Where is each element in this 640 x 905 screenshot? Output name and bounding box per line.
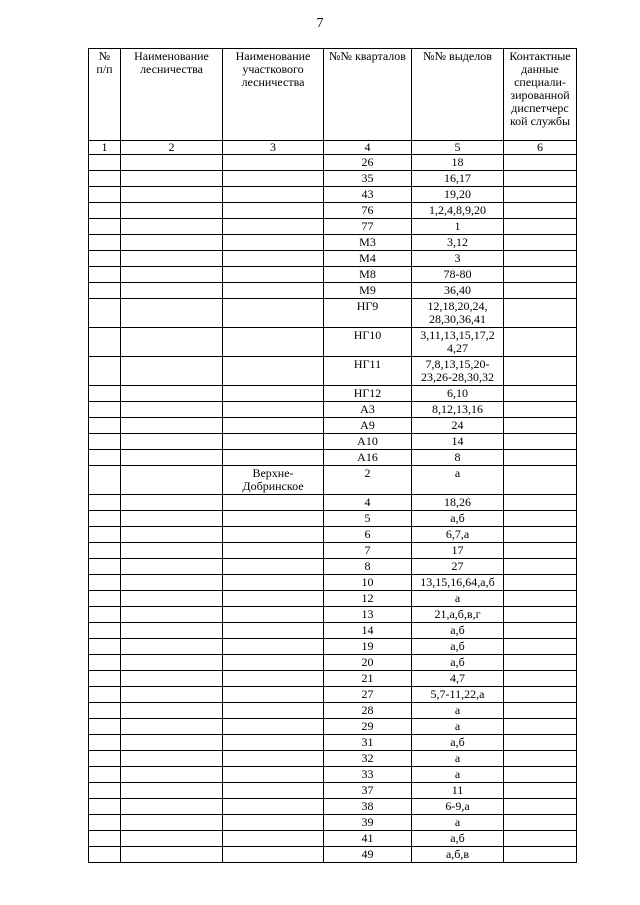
sections-cell: а,б xyxy=(412,735,504,751)
table-row xyxy=(89,687,577,703)
table-row xyxy=(89,171,577,187)
district-name-cell: Верхне-Добринское xyxy=(223,466,324,495)
table-row xyxy=(89,299,577,328)
sections-cell: 21,а,б,в,г xyxy=(412,607,504,623)
quarter-cell: 5 xyxy=(324,511,412,527)
table-row xyxy=(89,511,577,527)
quarter-cell: 4 xyxy=(324,495,412,511)
table-row xyxy=(89,655,577,671)
quarter-cell: 76 xyxy=(324,203,412,219)
header-forestry: Наименование лесничества xyxy=(121,49,223,141)
sections-cell: 5,7-11,22,а xyxy=(412,687,504,703)
quarter-cell: 26 xyxy=(324,155,412,171)
sections-cell: 7,8,13,15,20- 23,26-28,30,32 xyxy=(412,357,504,386)
sections-cell: 24 xyxy=(412,418,504,434)
quarter-cell: 35 xyxy=(324,171,412,187)
sections-cell: а,б xyxy=(412,655,504,671)
table-row xyxy=(89,418,577,434)
header-row xyxy=(89,49,577,141)
quarter-cell: М4 xyxy=(324,251,412,267)
table-row xyxy=(89,357,577,386)
page-number: 7 xyxy=(316,16,324,31)
table-row xyxy=(89,783,577,799)
table-row xyxy=(89,450,577,466)
sections-cell: 19,20 xyxy=(412,187,504,203)
table-row xyxy=(89,751,577,767)
table-row xyxy=(89,219,577,235)
quarter-cell: 38 xyxy=(324,799,412,815)
table-row xyxy=(89,386,577,402)
table-row xyxy=(89,703,577,719)
table-row xyxy=(89,719,577,735)
column-number: 2 xyxy=(121,141,223,155)
header-district: Наименование участкового лесничества xyxy=(223,49,324,141)
table-row xyxy=(89,543,577,559)
quarter-cell: М3 xyxy=(324,235,412,251)
table-row xyxy=(89,847,577,863)
sections-cell: 36,40 xyxy=(412,283,504,299)
table-row xyxy=(89,203,577,219)
quarter-cell: НГ10 xyxy=(324,328,412,357)
quarter-cell: 32 xyxy=(324,751,412,767)
table-row xyxy=(89,466,577,495)
table-row xyxy=(89,283,577,299)
table-row xyxy=(89,607,577,623)
sections-cell: 4,7 xyxy=(412,671,504,687)
quarter-cell: А3 xyxy=(324,402,412,418)
quarter-cell: 2 xyxy=(324,466,412,495)
quarter-cell: НГ9 xyxy=(324,299,412,328)
sections-cell: 3 xyxy=(412,251,504,267)
quarter-cell: А16 xyxy=(324,450,412,466)
quarter-cell: А10 xyxy=(324,434,412,450)
quarter-cell: 77 xyxy=(324,219,412,235)
column-number-row xyxy=(89,141,577,155)
sections-cell: 18,26 xyxy=(412,495,504,511)
sections-cell: 3,12 xyxy=(412,235,504,251)
quarter-cell: М9 xyxy=(324,283,412,299)
quarter-cell: 28 xyxy=(324,703,412,719)
sections-cell: 16,17 xyxy=(412,171,504,187)
quarter-cell: 6 xyxy=(324,527,412,543)
quarter-cell: 39 xyxy=(324,815,412,831)
table-row xyxy=(89,767,577,783)
header-sections: №№ выделов xyxy=(412,49,504,141)
quarter-cell: 37 xyxy=(324,783,412,799)
sections-cell: а xyxy=(412,815,504,831)
sections-cell: 1 xyxy=(412,219,504,235)
sections-cell: а xyxy=(412,703,504,719)
sections-cell: 6,7,а xyxy=(412,527,504,543)
table-row xyxy=(89,623,577,639)
quarter-cell: 14 xyxy=(324,623,412,639)
table-row xyxy=(89,559,577,575)
table-row xyxy=(89,235,577,251)
column-number: 3 xyxy=(223,141,324,155)
sections-cell: 12,18,20,24, 28,30,36,41 xyxy=(412,299,504,328)
table-row xyxy=(89,831,577,847)
sections-cell: 11 xyxy=(412,783,504,799)
header-num: № п/п xyxy=(89,49,121,141)
quarter-cell: 49 xyxy=(324,847,412,863)
table-body xyxy=(89,155,577,863)
sections-cell: 14 xyxy=(412,434,504,450)
quarter-cell: 19 xyxy=(324,639,412,655)
sections-cell: 8,12,13,16 xyxy=(412,402,504,418)
sections-cell: а,б xyxy=(412,639,504,655)
sections-cell: 6,10 xyxy=(412,386,504,402)
sections-cell: 17 xyxy=(412,543,504,559)
quarter-cell: 21 xyxy=(324,671,412,687)
sections-cell: а,б xyxy=(412,831,504,847)
sections-cell: 78-80 xyxy=(412,267,504,283)
sections-cell: а xyxy=(412,751,504,767)
quarter-cell: А9 xyxy=(324,418,412,434)
sections-cell: 3,11,13,15,17,2 4,27 xyxy=(412,328,504,357)
quarter-cell: 43 xyxy=(324,187,412,203)
quarter-cell: 33 xyxy=(324,767,412,783)
sections-cell: 13,15,16,64,а,б xyxy=(412,575,504,591)
table-row xyxy=(89,402,577,418)
table-row xyxy=(89,328,577,357)
sections-cell: а xyxy=(412,767,504,783)
quarter-cell: 10 xyxy=(324,575,412,591)
table-row xyxy=(89,815,577,831)
column-number: 6 xyxy=(504,141,577,155)
table-row xyxy=(89,591,577,607)
sections-cell: 27 xyxy=(412,559,504,575)
sections-cell: а,б xyxy=(412,623,504,639)
quarter-cell: 13 xyxy=(324,607,412,623)
quarter-cell: 8 xyxy=(324,559,412,575)
sections-cell: а,б xyxy=(412,511,504,527)
header-quarters: №№ кварталов xyxy=(324,49,412,141)
table-row xyxy=(89,799,577,815)
table-row xyxy=(89,267,577,283)
table-row xyxy=(89,251,577,267)
quarter-cell: 29 xyxy=(324,719,412,735)
quarter-cell: НГ12 xyxy=(324,386,412,402)
sections-cell: а xyxy=(412,591,504,607)
table-row xyxy=(89,495,577,511)
sections-cell: 18 xyxy=(412,155,504,171)
sections-cell: а xyxy=(412,719,504,735)
table-row xyxy=(89,187,577,203)
table-row xyxy=(89,671,577,687)
column-number: 4 xyxy=(324,141,412,155)
quarter-cell: М8 xyxy=(324,267,412,283)
quarter-cell: 31 xyxy=(324,735,412,751)
sections-cell: 6-9,а xyxy=(412,799,504,815)
table-row xyxy=(89,639,577,655)
header-contacts: Контактные данные специали-зированной диспетчерс кой службы xyxy=(504,49,577,141)
table-row xyxy=(89,527,577,543)
quarter-cell: 27 xyxy=(324,687,412,703)
quarter-cell: 41 xyxy=(324,831,412,847)
sections-cell: 1,2,4,8,9,20 xyxy=(412,203,504,219)
column-number: 5 xyxy=(412,141,504,155)
sections-cell: а xyxy=(412,466,504,495)
forestry-table xyxy=(88,48,577,863)
table-row xyxy=(89,575,577,591)
quarter-cell: 7 xyxy=(324,543,412,559)
column-number: 1 xyxy=(89,141,121,155)
quarter-cell: НГ11 xyxy=(324,357,412,386)
table-row xyxy=(89,155,577,171)
sections-cell: 8 xyxy=(412,450,504,466)
sections-cell: а,б,в xyxy=(412,847,504,863)
quarter-cell: 20 xyxy=(324,655,412,671)
quarter-cell: 12 xyxy=(324,591,412,607)
table-row xyxy=(89,735,577,751)
table-row xyxy=(89,434,577,450)
